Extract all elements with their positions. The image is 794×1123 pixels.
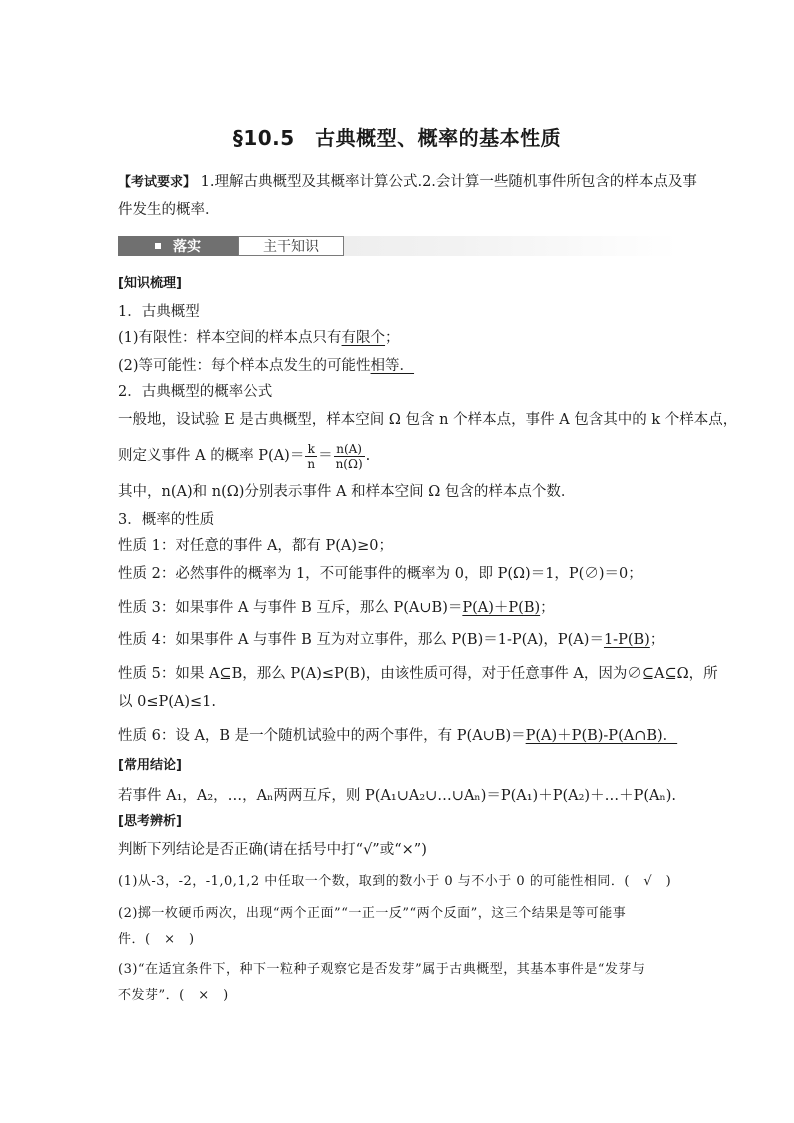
question-3-line-1: (3)“在适宜条件下，种下一粒种子观察它是否发芽”属于古典概型，其基本事件是“发芽与 [118, 962, 646, 977]
page-title: §10.5 古典概型、概率的基本性质 [232, 126, 562, 150]
property-3-text: 性质 3：如果事件 A 与事件 B 互斥，那么 P(A∪B)＝ [118, 600, 463, 616]
fraction-nA-over-nOmega [334, 442, 365, 471]
formula-explanation: 其中，n(A)和 n(Ω)分别表示事件 A 和样本空间 Ω 包含的样本点个数． [118, 484, 576, 500]
property-6 [118, 726, 680, 746]
square-bullet-icon [155, 243, 161, 249]
formula-line-2 [118, 438, 680, 474]
fraction-2-numerator: n(A) [334, 442, 365, 457]
question-2-line-2: 件．( × ) [118, 932, 195, 947]
formula-line-1: 一般地，设试验 E 是古典概型，样本空间 Ω 包含 n 个样本点，事件 A 包含其中的 k 个样本点， [118, 412, 738, 428]
property-3 [118, 598, 680, 618]
question-1: (1)从-3，-2，-1,0,1,2 中任取一个数，取到的数小于 0 与不小于 0 的可能性相同．( √ ) [118, 874, 672, 889]
thinking-heading: [思考辨析] [118, 814, 182, 829]
conclusion-text: 若事件 A₁，A₂，…，Aₙ两两互斥，则 P(A₁∪A₂∪…∪Aₙ)＝P(A₁)＋P(A₂)＋…＋P(Aₙ). [118, 788, 676, 804]
thinking-intro: 判断下列结论是否正确(请在括号中打“√”或“×”) [118, 842, 427, 858]
property-3-end: ； [540, 600, 555, 616]
banner-left-text: 落实 [173, 239, 201, 255]
conclusion-heading: [常用结论] [118, 758, 182, 773]
exam-requirements-text-1: 1.理解古典概型及其概率计算公式.2.会计算一些随机事件所包含的样本点及事 [200, 174, 697, 190]
fraction-1-denominator: n [307, 456, 316, 471]
fraction-2-denominator: n(Ω) [335, 456, 363, 471]
property-6-text: 性质 6：设 A，B 是一个随机试验中的两个事件，有 P(A∪B)＝ [118, 728, 526, 744]
banner-dark-label [118, 236, 238, 256]
section-banner [118, 236, 678, 256]
property-2: 性质 2：必然事件的概率为 1，不可能事件的概率为 0，即 P(Ω)＝1，P(∅)＝0； [118, 566, 643, 582]
finiteness-text: (1)有限性：样本空间的样本点只有 [118, 330, 342, 346]
finiteness-end: ； [385, 330, 400, 346]
formula-prefix: 则定义事件 A 的概率 P(A)＝ [118, 448, 305, 464]
equal-likelihood-line [118, 356, 680, 376]
property-4-answer: 1-P(B) [603, 632, 650, 648]
equal-likelihood-text: (2)等可能性：每个样本点发生的可能性 [118, 358, 371, 374]
finiteness-line [118, 328, 680, 348]
knowledge-heading: [知识梳理] [118, 276, 182, 291]
property-5-line-2: 以 0≤P(A)≤1. [118, 694, 217, 710]
equals-sign: ＝ [318, 448, 333, 464]
formula-end: . [365, 448, 371, 464]
exam-requirements-line-2: 件发生的概率． [118, 202, 220, 218]
section-3-title: 3．概率的性质 [118, 512, 215, 528]
equal-likelihood-answer: 相等． [370, 358, 415, 374]
banner-light-label: 主干知识 [238, 236, 344, 256]
fraction-k-over-n [305, 442, 317, 471]
property-6-answer: P(A)＋P(B)-P(A∩B)． [525, 728, 678, 744]
finiteness-answer: 有限个 [341, 330, 386, 346]
property-4-end: ； [649, 632, 665, 648]
property-4-text: 性质 4：如果事件 A 与事件 B 互为对立事件，那么 P(B)＝1-P(A)，P(A)＝ [118, 632, 604, 648]
exam-requirements-line-1 [118, 172, 697, 193]
property-3-answer: P(A)＋P(B) [462, 600, 541, 616]
question-3-line-2: 不发芽”．( × ) [118, 988, 229, 1003]
property-4 [118, 630, 680, 650]
property-5-line-1: 性质 5：如果 A⊆B，那么 P(A)≤P(B)，由该性质可得，对于任意事件 A，因为∅⊆A⊆Ω，所 [118, 666, 718, 682]
section-2-title: 2．古典概型的概率公式 [118, 384, 273, 400]
exam-requirements-tag: 【考试要求】 [118, 175, 197, 190]
question-2-line-1: (2)掷一枚硬币两次，出现“两个正面”“一正一反”“两个反面”，这三个结果是等可能事 [118, 906, 627, 921]
fraction-1-numerator: k [305, 442, 317, 457]
section-1-title: 1．古典概型 [118, 304, 200, 320]
property-1: 性质 1：对任意的事件 A，都有 P(A)≥0； [118, 538, 393, 554]
